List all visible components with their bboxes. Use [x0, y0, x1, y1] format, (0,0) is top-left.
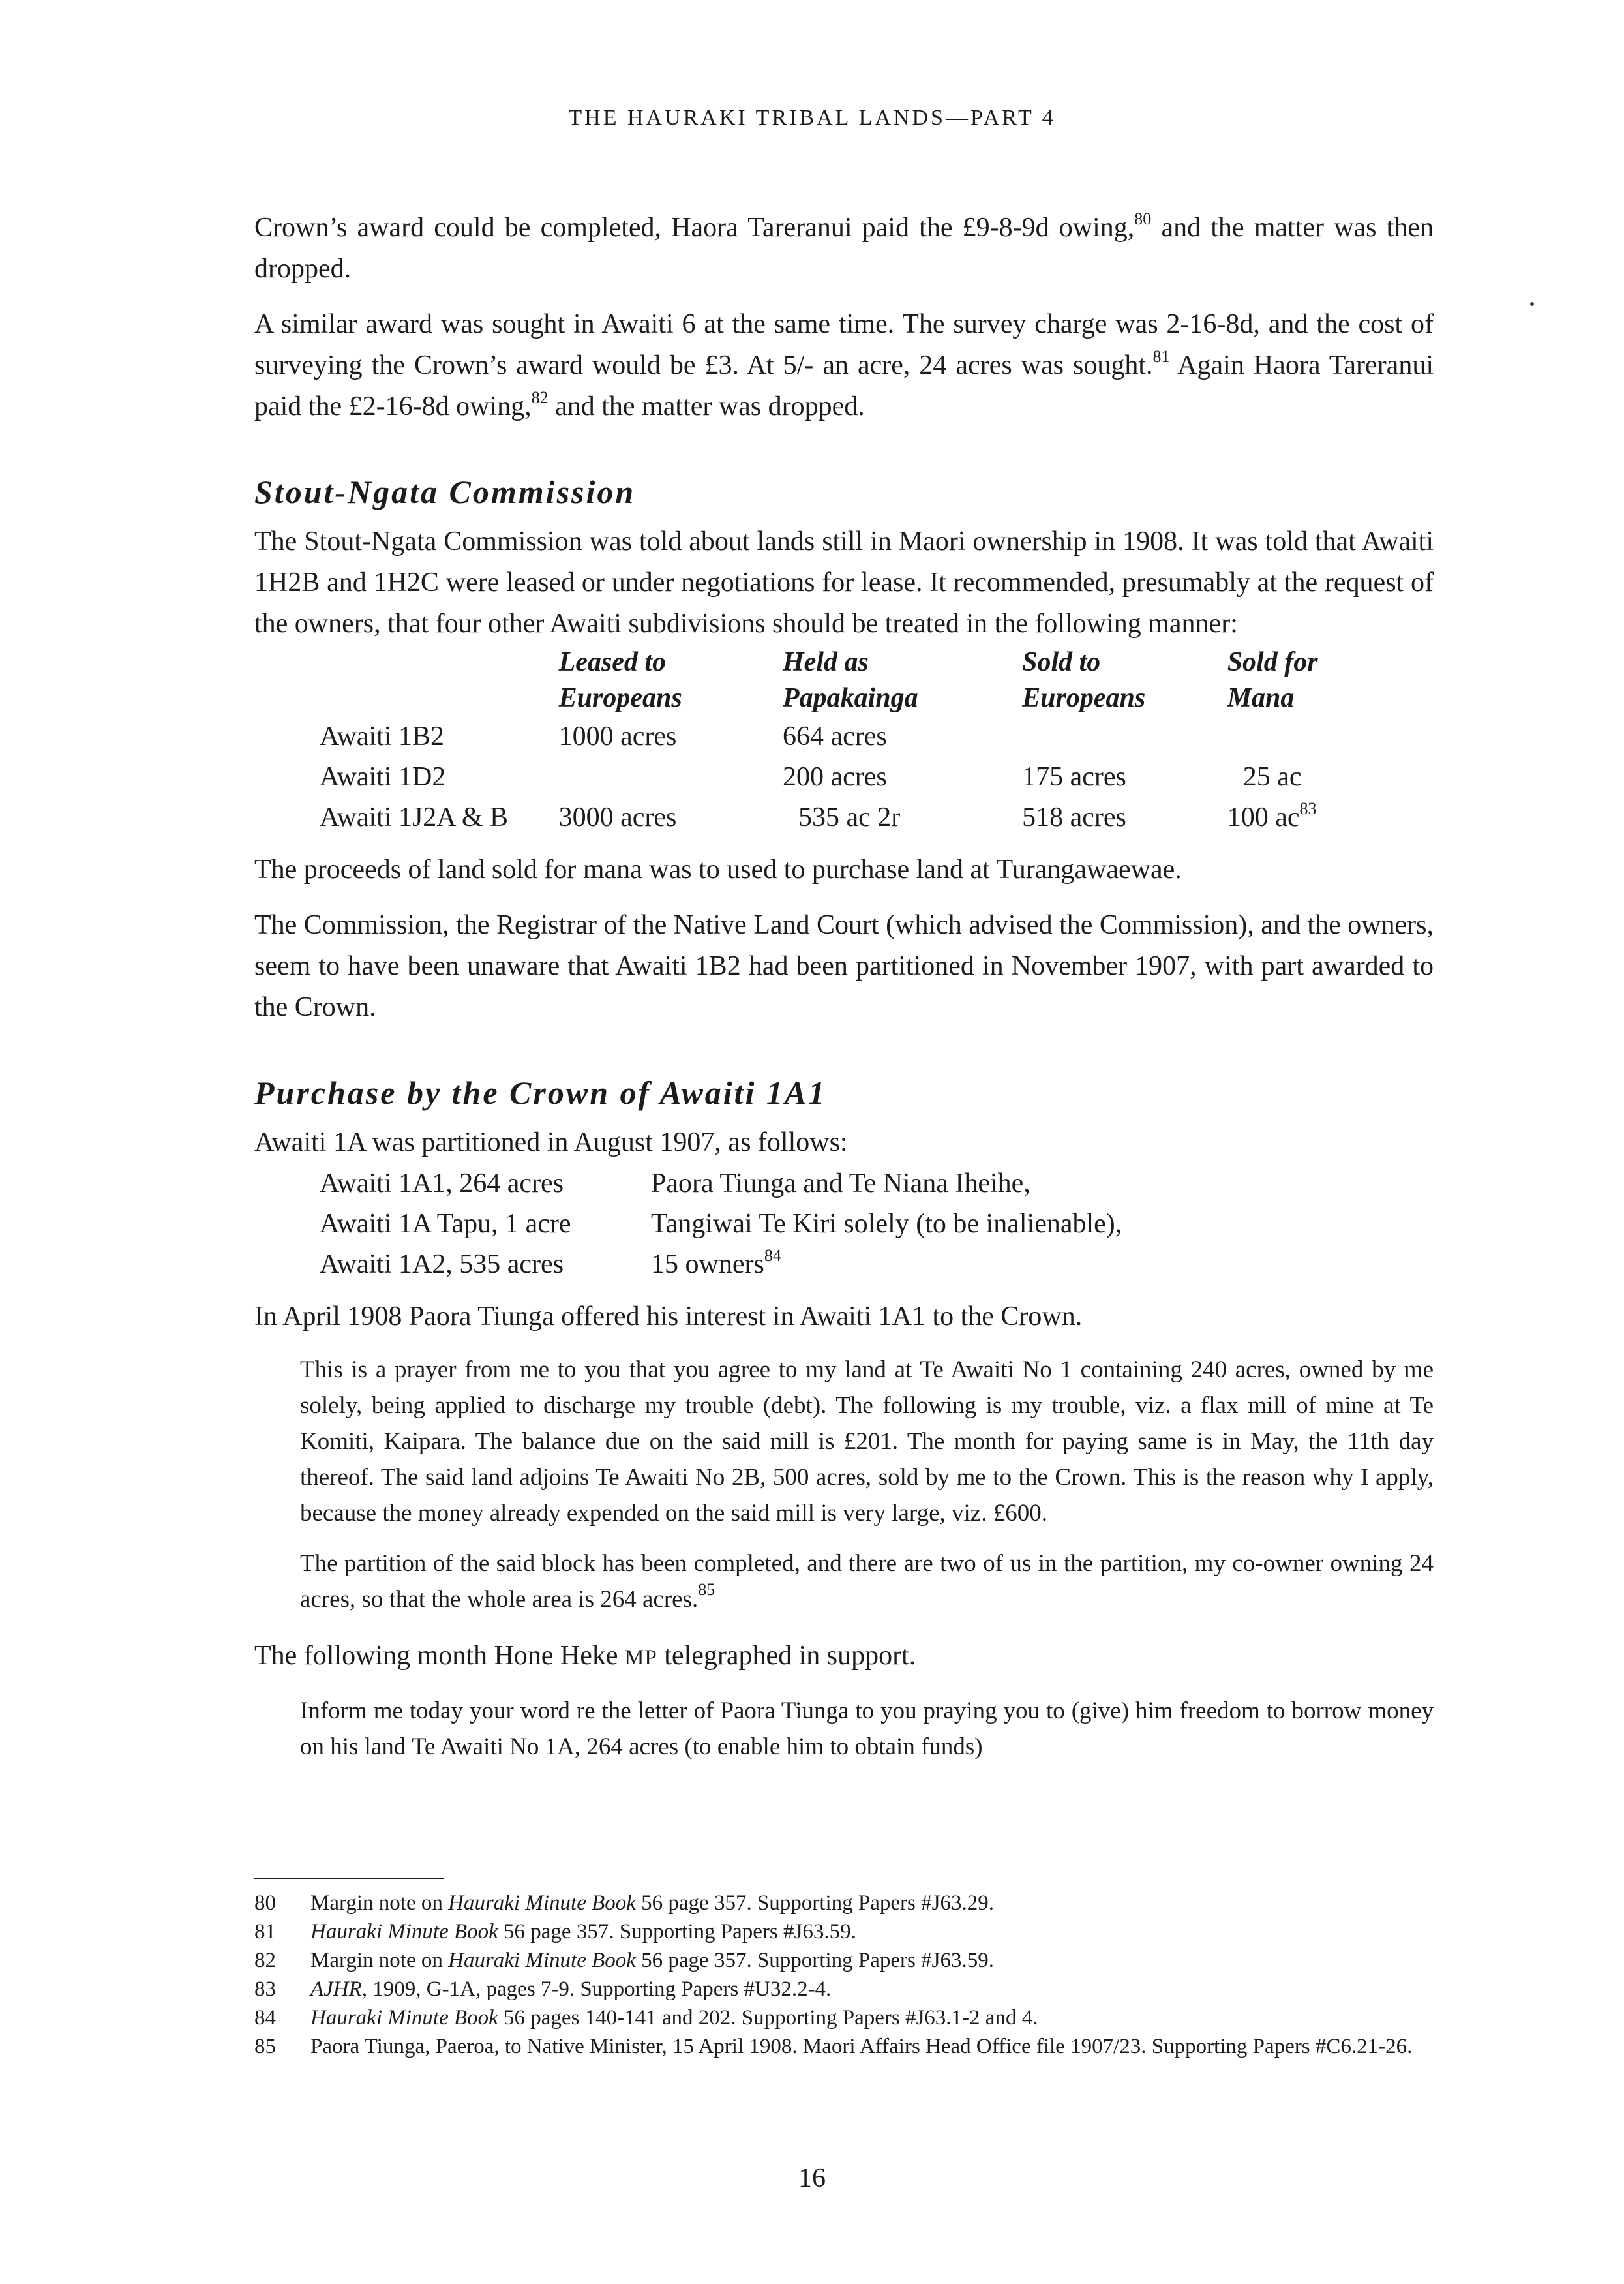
table-cell-block: Awaiti 1D2: [320, 762, 446, 792]
page-number: 16: [798, 2163, 826, 2193]
table-row: [320, 1244, 1122, 1285]
footnote-ref-81[interactable]: 81: [1152, 347, 1170, 366]
paragraph-4: The proceeds of land sold for mana was to used to purchase land at Turangawaewae.: [254, 855, 1182, 885]
partition-block: Awaiti 1A2, 535 acres: [320, 1249, 564, 1279]
block-quote-1: This is a prayer from me to you that you agree to my land at Te Awaiti No 1 containing 240 acres, owned by me solely, being applied to discharge my trouble (debt). The following is my trouble, viz. a flax mill of mine at Te Komiti, Kaipara. The balance due on the said mill is £201. The month for paying same is in May, the 11th day thereof. The said land adjoins Te Awaiti No 2B, 500 acres, sold by me to the Crown. This is the reason why I apply, because the money already expended on the said mill is very large, viz. £600.: [300, 1356, 1434, 1527]
footnote-item: 81 Hauraki Minute Book 56 page 357. Supporting Papers #J63.59.: [254, 1920, 856, 1943]
footnote-item: 84 Hauraki Minute Book 56 pages 140-141 and 202. Supporting Papers #J63.1-2 and 4.: [254, 2006, 1038, 2030]
partition-block: Awaiti 1A Tapu, 1 acre: [320, 1209, 571, 1239]
table-row: [254, 757, 1434, 797]
table-cell-block: Awaiti 1B2: [320, 722, 444, 752]
block-quote-3: Inform me today your word re the letter of Paora Tiunga to you praying you to (give) him freedom to borrow money on his land Te Awaiti No 1A, 264 acres (to enable him to obtain funds): [300, 1698, 1434, 1760]
paragraph-8: The following month Hone Heke MP telegraphed in support.: [254, 1641, 916, 1671]
section-heading-stout-ngata: Stout-Ngata Commission: [254, 474, 636, 510]
paragraph-7: In April 1908 Paora Tiunga offered his interest in Awaiti 1A1 to the Crown.: [254, 1302, 1083, 1332]
table-cell-leased: 3000 acres: [558, 802, 677, 832]
table-cell-sold-mana: 25 ac: [1242, 762, 1302, 792]
section-heading-purchase: Purchase by the Crown of Awaiti 1A1: [254, 1074, 827, 1111]
table-cell-held: 535 ac 2r: [798, 802, 901, 832]
footnote-item: 82 Margin note on Hauraki Minute Book 56 page 357. Supporting Papers #J63.59.: [254, 1949, 994, 1972]
body-text: [254, 207, 1434, 1779]
footnote-ref-82[interactable]: 82: [531, 388, 549, 407]
partition-table: [320, 1163, 1122, 1285]
land-allocation-table: [254, 645, 1434, 838]
table-cell-sold-europeans: 175 acres: [1022, 762, 1126, 792]
table-row: [254, 797, 1434, 838]
footnote-item: 83 AJHR, 1909, G-1A, pages 7-9. Supporting Papers #U32.2-4.: [254, 1977, 832, 2001]
footnote-item: 80 Margin note on Hauraki Minute Book 56 page 357. Supporting Papers #J63.29.: [254, 1891, 994, 1915]
table-cell-sold-mana: 100 $ac^{83}$: [1227, 799, 1317, 832]
footnotes: [254, 1889, 1434, 2061]
table-cell-sold-europeans: 518 acres: [1022, 802, 1126, 832]
table-header-leased: Leased to Europeans: [558, 647, 682, 713]
paragraph-3: The Stout-Ngata Commission was told about lands still in Maori ownership in 1908. It was told that Awaiti 1H2B and 1H2C were leased or under negotiations for lease. It recommended, presumably at the request of the owners, that four other Awaiti subdivisions should be treated in the following manner:: [254, 526, 1434, 639]
table-row: [320, 1163, 1122, 1204]
table-row: [320, 1204, 1122, 1244]
table-row: [254, 716, 1434, 757]
paragraph-1: Crown’s award could be completed, Haora Tareranui paid the £9-8-9d owing,$^{80}$ and the matter was then dropped.: [254, 209, 1434, 284]
footnote-rule: [254, 1878, 444, 1879]
footnote-ref-84[interactable]: 84: [764, 1246, 781, 1265]
footnote-item: 85 Paora Tiunga, Paeroa, to Native Minister, 15 April 1908. Maori Affairs Head Office file 1907/23. Supporting Papers #C6.21-26.: [254, 2035, 1413, 2058]
paragraph-2: A similar award was sought in Awaiti 6 at the same time. The survey charge was 2-16-8d, and the cost of surveying the Crown’s award would be £3. At 5/- an acre, 24 acres was sought.$^{81}$ Again Haora Tareranui paid the £2-16-8d owing,$^{82}$ and the matter was dropped.: [254, 309, 1434, 421]
table-cell-held: 200 acres: [782, 762, 887, 792]
stray-mark: [1530, 302, 1534, 306]
table-header-blank: [254, 645, 559, 716]
table-cell-leased: [559, 757, 783, 797]
table-cell-sold-europeans: [1022, 716, 1227, 757]
table-header-row: [254, 645, 1434, 716]
footnote-ref-80[interactable]: 80: [1134, 209, 1152, 228]
partition-owners: Tangiwai Te Kiri solely (to be inalienable),: [651, 1209, 1122, 1239]
table-cell-block: Awaiti 1J2A & B: [320, 802, 508, 832]
partition-owners: 15 owners$^{84}$: [651, 1246, 781, 1279]
footnote-ref-85[interactable]: 85: [698, 1580, 715, 1599]
table-cell-leased: 1000 acres: [558, 722, 677, 752]
table-header-held: Held as Papakainga: [782, 647, 918, 713]
running-head: THE HAURAKI TRIBAL LANDS—PART 4: [568, 106, 1056, 130]
partition-block: Awaiti 1A1, 264 acres: [320, 1168, 564, 1198]
block-quote-2: The partition of the said block has been completed, and there are two of us in the partition, my co-owner owning 24 acres, so that the whole area is 264 acres.$^{85}$: [300, 1550, 1434, 1613]
table-cell-sold-mana: [1227, 716, 1434, 757]
footnote-ref-83[interactable]: 83: [1299, 799, 1317, 818]
paragraph-5: The Commission, the Registrar of the Native Land Court (which advised the Commission), and the owners, seem to have been unaware that Awaiti 1B2 had been partitioned in November 1907, with part awarded to the Crown.: [254, 910, 1434, 1022]
partition-owners: Paora Tiunga and Te Niana Iheihe,: [651, 1168, 1030, 1198]
table-header-sold-europeans: Sold to Europeans: [1022, 647, 1146, 713]
table-cell-held: 664 acres: [782, 722, 887, 752]
table-header-sold-mana: Sold for Mana: [1227, 647, 1318, 713]
paragraph-6: Awaiti 1A was partitioned in August 1907, as follows:: [254, 1127, 848, 1157]
